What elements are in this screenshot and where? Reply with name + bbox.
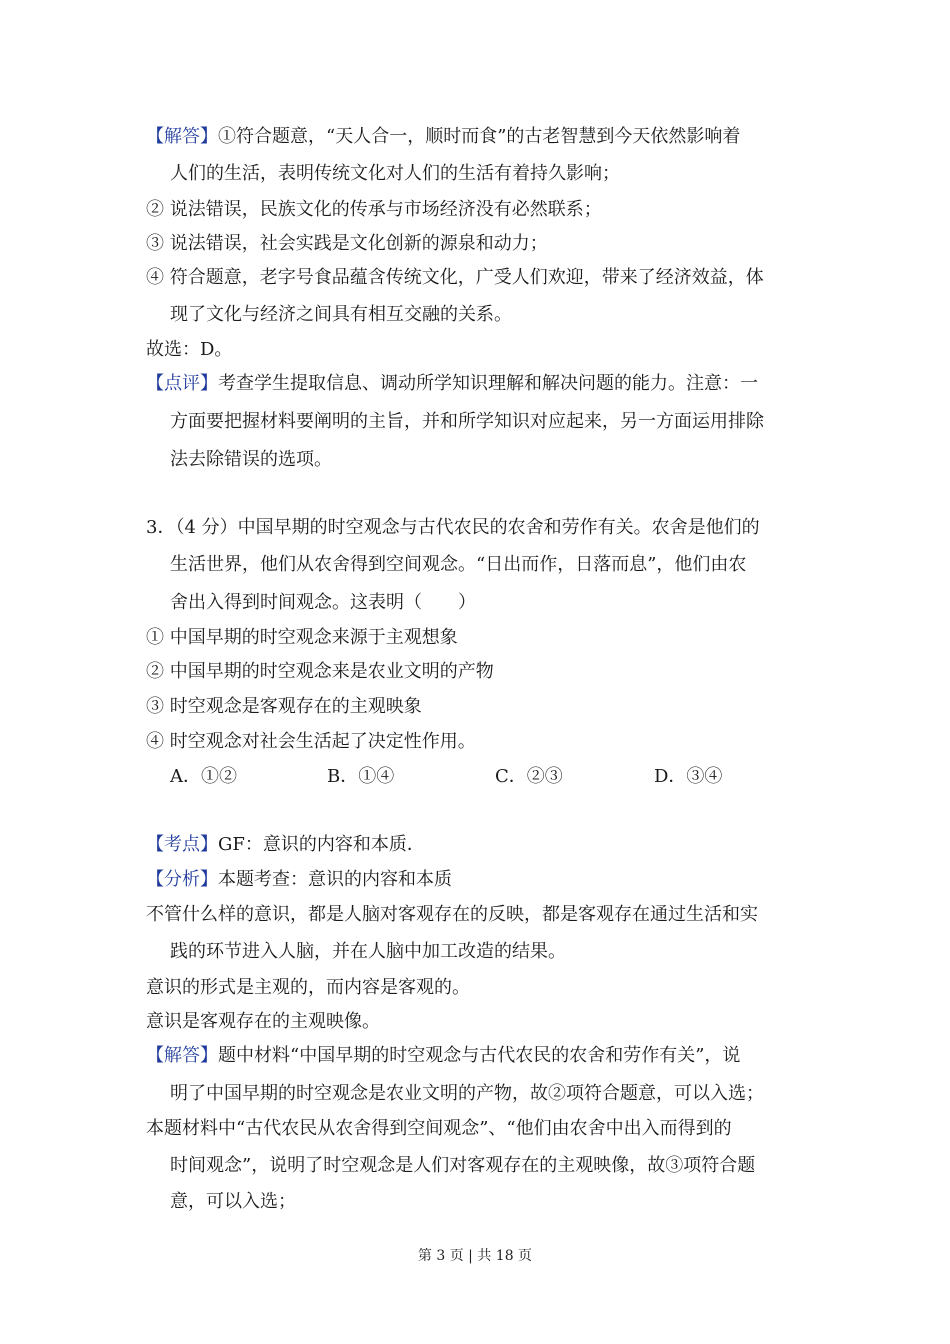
option-a: A．①② (170, 766, 237, 787)
dianping-tag: 【点评】 (146, 373, 218, 394)
text-line: 时间观念”，说明了时空观念是人们对客观存在的主观映像，故③项符合题 (170, 1155, 756, 1176)
text-line: 人们的生活，表明传统文化对人们的生活有着持久影响； (170, 163, 620, 184)
answer-paragraph-1 (146, 125, 740, 149)
text: 本题考查：意识的内容和本质 (218, 869, 452, 890)
fenxi-tag: 【分析】 (146, 869, 218, 890)
text: ①符合题意，“天人合一，顺时而食”的古老智慧到今天依然影响着 (218, 126, 741, 147)
kaodian-paragraph (146, 833, 425, 857)
text-line: 意识是客观存在的主观映像。 (146, 1011, 380, 1032)
comment-paragraph (146, 372, 758, 396)
page-footer: 第 3 页 | 共 18 页 (417, 1248, 533, 1264)
option-b: B．①④ (327, 766, 395, 787)
question-item: ① 中国早期的时空观念来源于主观想象 (146, 627, 458, 648)
fenxi-paragraph (146, 868, 452, 892)
text-line: ② 说法错误，民族文化的传承与市场经济没有必然联系； (146, 199, 602, 220)
text-line: 法去除错误的选项。 (170, 449, 332, 470)
text-line: 舍出入得到时间观念。这表明（ ） (170, 592, 476, 613)
text: 考查学生提取信息、调动所学知识理解和解决问题的能力。注意：一 (218, 373, 758, 394)
text-line: ④ 符合题意，老字号食品蕴含传统文化，广受人们欢迎，带来了经济效益，体 (146, 267, 764, 288)
text-line: 意，可以入选； (170, 1191, 296, 1212)
text-line: 方面要把握材料要阐明的主旨，并和所学知识对应起来，另一方面运用排除 (170, 411, 764, 432)
text-line: 明了中国早期的时空观念是农业文明的产物，故②项符合题意，可以入选； (170, 1083, 764, 1104)
question-item: ④ 时空观念对社会生活起了决定性作用。 (146, 731, 476, 752)
option-c: C．②③ (495, 766, 563, 787)
jieda-tag: 【解答】 (146, 126, 218, 147)
question-item: ③ 时空观念是客观存在的主观映象 (146, 696, 422, 717)
text-line: 本题材料中“古代农民从农舍得到空间观念”、“他们由农舍中出入而得到的 (146, 1118, 732, 1139)
jieda-tag: 【解答】 (146, 1045, 218, 1066)
text-line: 现了文化与经济之间具有相互交融的关系。 (170, 304, 512, 325)
kaodian-tag: 【考点】 (146, 834, 218, 855)
text: 题中材料“中国早期的时空观念与古代农民的农舍和劳作有关”，说 (218, 1045, 741, 1066)
answer-paragraph-2 (146, 1044, 740, 1068)
question-stem: 3．（4 分）中国早期的时空观念与古代农民的农舍和劳作有关。农舍是他们的 (146, 517, 760, 538)
text-line: ③ 说法错误，社会实践是文化创新的源泉和动力； (146, 233, 548, 254)
text: GF：意识的内容和本质． (218, 834, 425, 855)
option-d: D．③④ (654, 766, 723, 787)
answer-choice: 故选：D。 (146, 339, 233, 360)
question-item: ② 中国早期的时空观念来是农业文明的产物 (146, 661, 494, 682)
text-line: 践的环节进入人脑，并在人脑中加工改造的结果。 (170, 941, 566, 962)
text-line: 不管什么样的意识，都是人脑对客观存在的反映，都是客观存在通过生活和实 (146, 904, 758, 925)
text-line: 意识的形式是主观的，而内容是客观的。 (146, 977, 470, 998)
text-line: 生活世界，他们从农舍得到空间观念。“日出而作，日落而息”，他们由农 (170, 554, 747, 575)
